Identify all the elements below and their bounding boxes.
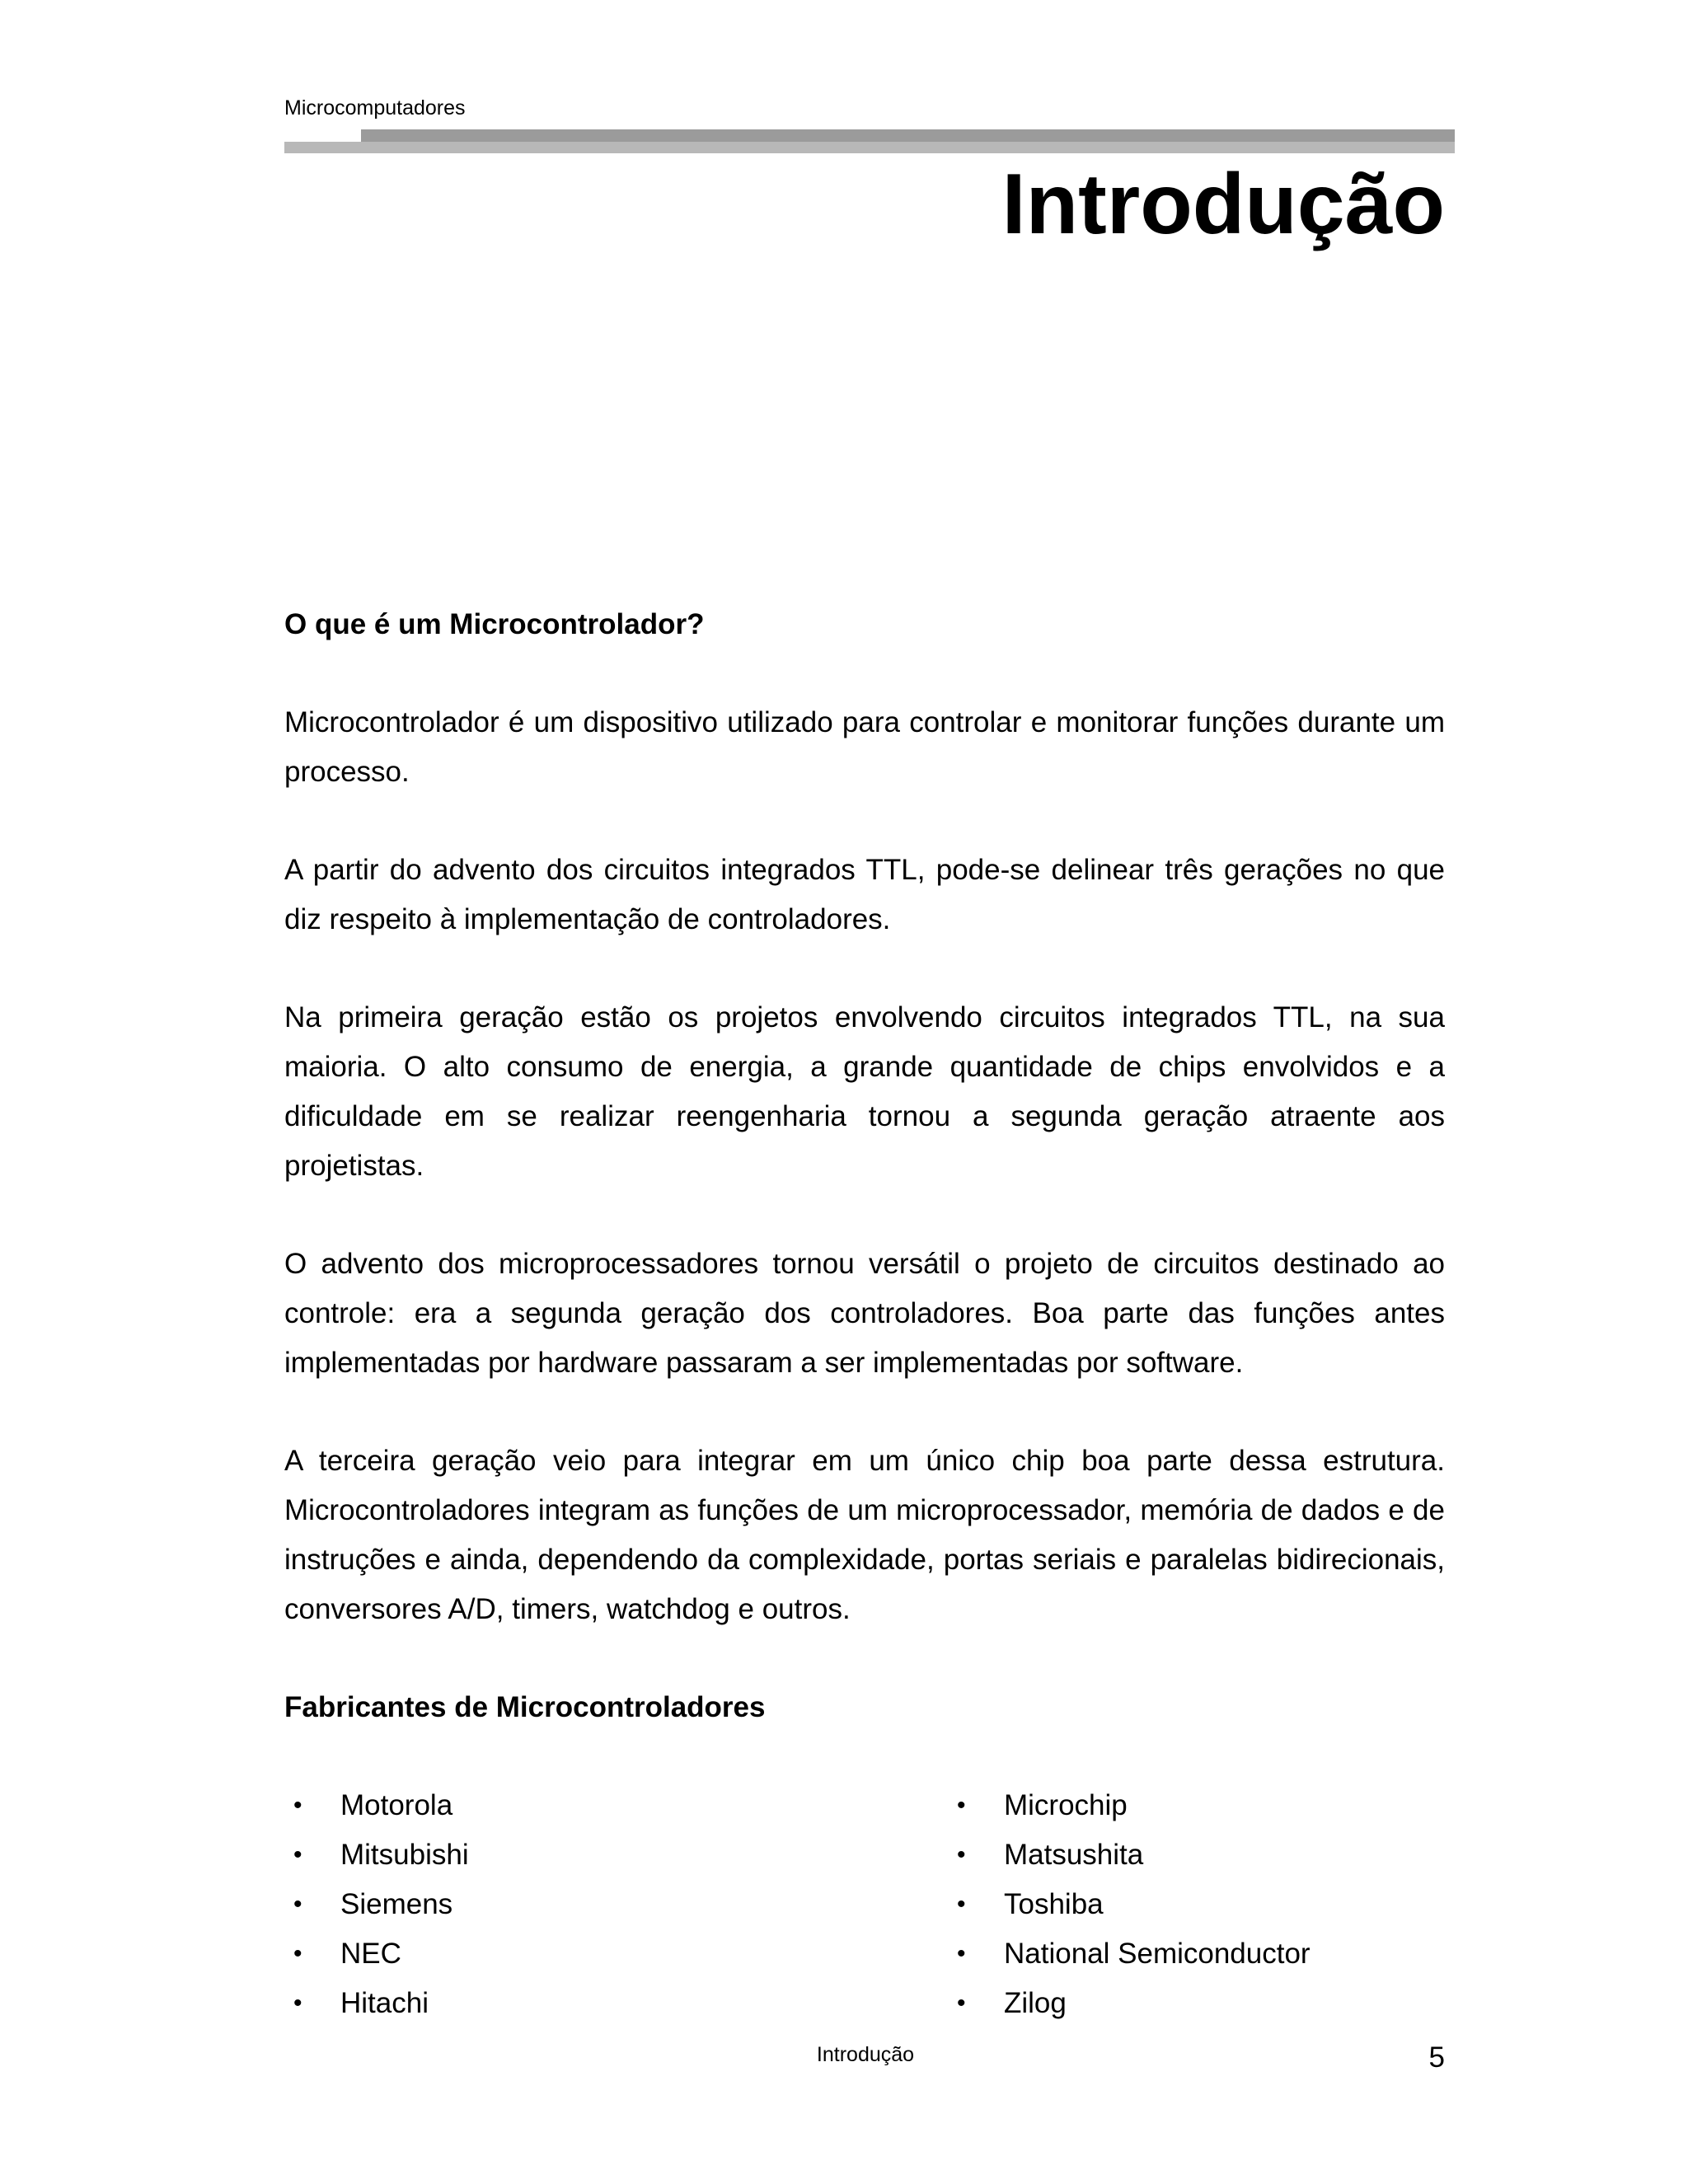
section-heading-microcontroller: O que é um Microcontrolador? xyxy=(284,608,705,640)
list-item xyxy=(948,1979,1311,2028)
list-item xyxy=(284,1929,469,1979)
manufacturer-name: Hitachi xyxy=(340,1987,429,2019)
bullet-icon: • xyxy=(957,1990,966,2017)
paragraph-third-generation: A terceira geração veio para integrar em um único chip boa parte dessa estrutura. Microcontroladores integram as funções de um microprocessador, memória de dados e de instruções e ainda, dependendo da complexidade, portas seriais e paralelas bidirecionais, conversores A/D, timers, watchdog e outros. xyxy=(284,1445,1445,1625)
manufacturer-name: National Semiconductor xyxy=(1004,1938,1311,1970)
list-item xyxy=(948,1880,1311,1929)
running-header: Microcomputadores xyxy=(284,96,466,120)
running-footer: Introdução xyxy=(816,2043,915,2066)
manufacturers-list xyxy=(284,1781,1445,2028)
bullet-icon: • xyxy=(957,1940,966,1967)
header-rule-dark-bar xyxy=(361,129,1455,142)
list-item xyxy=(948,1781,1311,1830)
manufacturer-name: Toshiba xyxy=(1004,1888,1104,1920)
paragraph-definition: Microcontrolador é um dispositivo utilizado para controlar e monitorar funções durante um processo. xyxy=(284,706,1445,788)
page-number: 5 xyxy=(1428,2041,1445,2074)
paragraph-second-generation: O advento dos microprocessadores tornou versátil o projeto de circuitos destinado ao controle: era a segunda geração dos controladores. Boa parte das funções antes implementadas por hardware passaram a ser implementadas por software. xyxy=(284,1248,1445,1379)
list-item xyxy=(948,1830,1311,1880)
manufacturers-column-right xyxy=(948,1781,1311,2028)
manufacturer-name: Zilog xyxy=(1004,1987,1067,2019)
list-item xyxy=(948,1929,1311,1979)
bullet-icon: • xyxy=(293,1990,302,2017)
manufacturer-name: Motorola xyxy=(340,1789,453,1821)
paragraph-first-generation: Na primeira geração estão os projetos envolvendo circuitos integrados TTL, na sua maioria. O alto consumo de energia, a grande quantidade de chips envolvidos e a dificuldade em se realizar reengenharia tornou a segunda geração atraente aos projetistas. xyxy=(284,1001,1445,1182)
list-item xyxy=(284,1880,469,1929)
manufacturers-column-left xyxy=(284,1781,469,2028)
bullet-icon: • xyxy=(293,1841,302,1868)
header-rule xyxy=(284,129,1455,154)
manufacturer-name: Mitsubishi xyxy=(340,1839,469,1871)
manufacturer-name: Microchip xyxy=(1004,1789,1128,1821)
list-item xyxy=(284,1781,469,1830)
manufacturer-name: Siemens xyxy=(340,1888,453,1920)
bullet-icon: • xyxy=(957,1792,966,1819)
chapter-title: Introdução xyxy=(1001,157,1445,252)
list-item xyxy=(284,1979,469,2028)
bullet-icon: • xyxy=(293,1940,302,1967)
bullet-icon: • xyxy=(957,1841,966,1868)
header-rule-light-bar xyxy=(284,142,1455,153)
section-heading-manufacturers: Fabricantes de Microcontroladores xyxy=(284,1691,766,1723)
bullet-icon: • xyxy=(957,1891,966,1918)
list-item xyxy=(284,1830,469,1880)
manufacturer-name: NEC xyxy=(340,1938,401,1970)
paragraph-generations: A partir do advento dos circuitos integrados TTL, pode-se delinear três gerações no que diz respeito à implementação de controladores. xyxy=(284,854,1445,935)
manufacturer-name: Matsushita xyxy=(1004,1839,1144,1871)
page-content xyxy=(284,600,1445,2028)
bullet-icon: • xyxy=(293,1792,302,1819)
bullet-icon: • xyxy=(293,1891,302,1918)
